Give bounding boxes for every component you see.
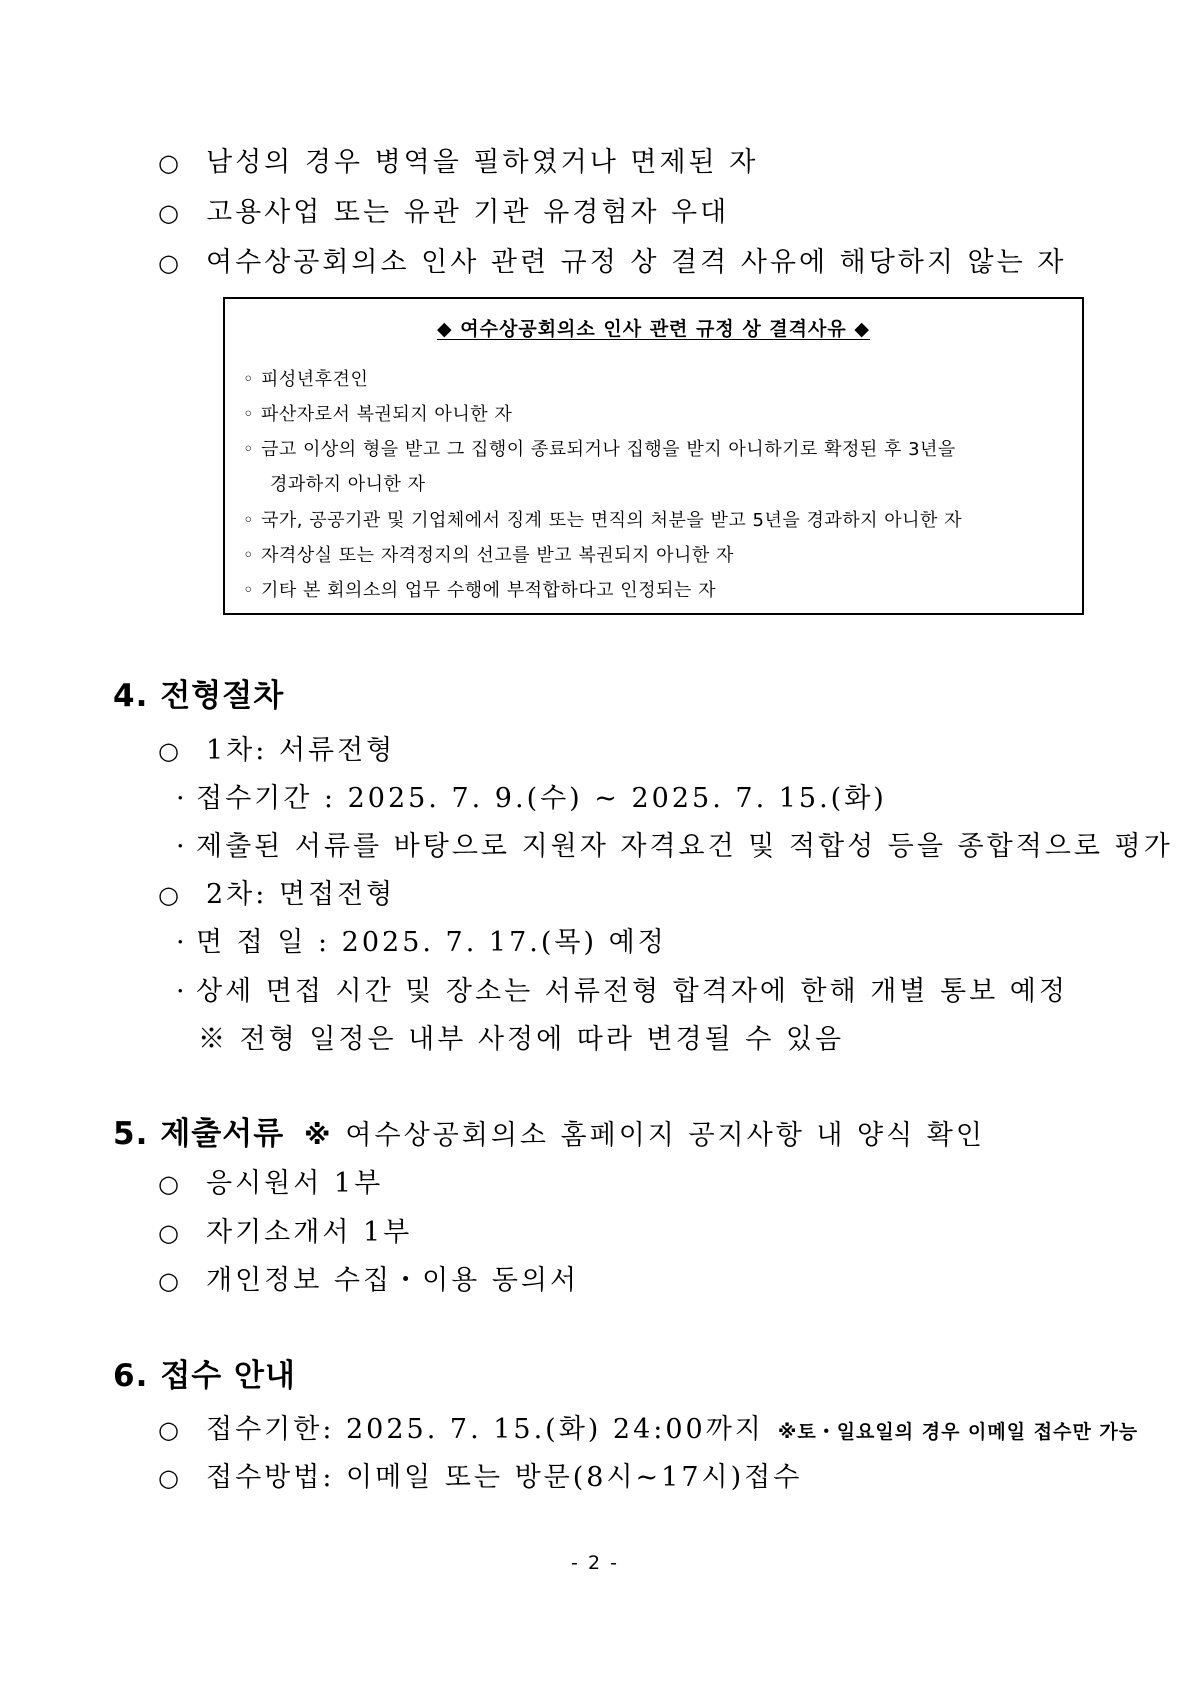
dot-bullet-icon: · [176,927,188,958]
circle-bullet-icon: ○ [158,149,182,177]
small-circle-icon: ◦ [243,404,255,425]
small-circle-icon: ◦ [243,369,255,390]
box-title: ◆ 여수상공회의소 인사 관련 규정 상 결격사유 ◆ [437,318,870,340]
document-item: ○ 자기소개서 1부 [158,1217,413,1248]
document-item: ○ 개인정보 수집・이용 동의서 [158,1265,580,1296]
submission-method: ○ 접수방법: 이메일 또는 방문(8시~17시)접수 [158,1462,803,1493]
circle-bullet-icon: ○ [158,1267,182,1295]
box-item: ◦ 국가, 공공기관 및 기업체에서 징계 또는 면직의 처분을 받고 5년을 경과하지 아니한 자 [243,510,963,531]
stage-1-detail: · 제출된 서류를 바탕으로 지원자 자격요건 및 적합성 등을 종합적으로 평가 [176,831,1173,862]
circle-bullet-icon: ○ [158,1219,182,1247]
schedule-note: ※ 전형 일정은 내부 사정에 따라 변경될 수 있음 [198,1024,845,1055]
circle-bullet-icon: ○ [158,199,182,227]
section-6-heading: 6. 접수 안내 [113,1358,296,1394]
small-circle-icon: ◦ [243,439,255,460]
qualification-item: ○ 여수상공회의소 인사 관련 규정 상 결격 사유에 해당하지 않는 자 [158,247,1067,278]
section-5-heading: 5. 제출서류 ※ 여수상공회의소 홈페이지 공지사항 내 양식 확인 [113,1116,985,1152]
circle-bullet-icon: ○ [158,249,182,277]
stage-2-detail: · 면 접 일 : 2025. 7. 17.(목) 예정 [176,927,667,958]
small-circle-icon: ◦ [243,580,255,601]
reference-mark-icon: ※ [304,1120,334,1151]
circle-bullet-icon: ○ [158,1416,182,1444]
box-item: ◦ 기타 본 회의소의 업무 수행에 부적합하다고 인정되는 자 [243,580,716,601]
section-4-heading: 4. 전형절차 [113,678,285,714]
dot-bullet-icon: · [176,976,188,1007]
stage-1-detail: · 접수기간 : 2025. 7. 9.(수) ~ 2025. 7. 15.(화) [176,783,887,814]
disqualification-box [223,297,1084,615]
circle-bullet-icon: ○ [158,1464,182,1492]
small-circle-icon: ◦ [243,510,255,531]
box-item: ◦ 금고 이상의 형을 받고 그 집행이 종료되거나 집행을 받지 아니하기로 확정된 후 3년을 [243,439,956,460]
box-item: ◦ 자격상실 또는 자격정지의 선고를 받고 복권되지 아니한 자 [243,545,734,566]
deadline: ○ 접수기한: 2025. 7. 15.(화) 24:00까지 ※토・일요일의 경우 이메일 접수만 가능 [158,1414,1139,1445]
stage-1: ○ 1차: 서류전형 [158,735,396,766]
stage-2-detail: · 상세 면접 시간 및 장소는 서류전형 합격자에 한해 개별 통보 예정 [176,976,1068,1007]
box-item-continuation: 경과하지 아니한 자 [270,474,426,495]
circle-bullet-icon: ○ [158,881,182,909]
stage-2: ○ 2차: 면접전형 [158,879,396,910]
qualification-item: ○ 고용사업 또는 유관 기관 유경험자 우대 [158,197,730,228]
box-item: ◦ 파산자로서 복권되지 아니한 자 [243,404,513,425]
dot-bullet-icon: · [176,783,188,814]
box-item: ◦ 피성년후견인 [243,369,369,390]
page-number: - 2 - [571,1552,619,1574]
dot-bullet-icon: · [176,831,188,862]
circle-bullet-icon: ○ [158,1170,182,1198]
small-circle-icon: ◦ [243,545,255,566]
document-item: ○ 응시원서 1부 [158,1168,384,1199]
deadline-note: ※토・일요일의 경우 이메일 접수만 가능 [777,1421,1139,1443]
circle-bullet-icon: ○ [158,737,182,765]
qualification-item: ○ 남성의 경우 병역을 필하였거나 면제된 자 [158,147,759,178]
